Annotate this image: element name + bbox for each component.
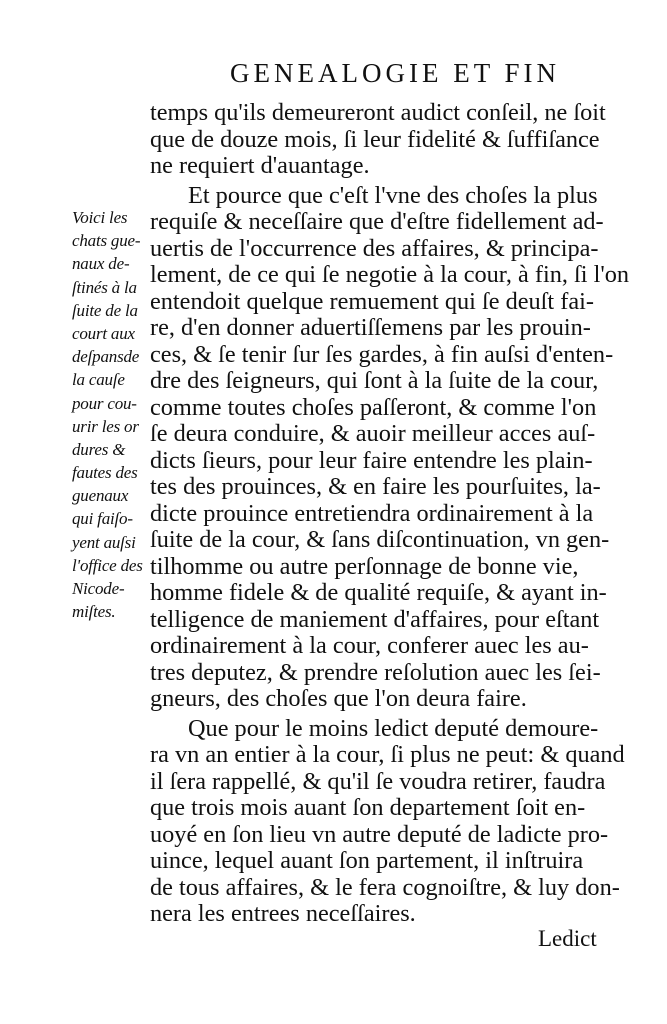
body-text	[150, 100, 667, 928]
text-line: tes des prouinces, & en faire les pourſuites, la-	[150, 473, 601, 500]
text-line: temps qu'ils demeureront audict conſeil, ne ſoit	[150, 99, 606, 126]
text-line: uince, lequel auant ſon partement, il inſtruira	[150, 847, 584, 874]
margin-note-line: chats gue-	[72, 231, 141, 251]
text-line: requiſe & neceſſaire que d'eſtre fidellement ad-	[150, 208, 604, 235]
margin-note-line: yent auſsi	[72, 532, 136, 552]
margin-note-line: dures &	[72, 439, 126, 459]
margin-note-line: l'office des	[72, 555, 143, 575]
margin-note-line: court aux	[72, 323, 135, 343]
text-line: entendoit quelque remuement qui ſe deuſt fai-	[150, 287, 594, 315]
margin-note-line: urir les or	[72, 416, 139, 436]
text-line: ne requiert d'auantage.	[150, 152, 370, 179]
text-line: uertis de l'occurrence des affaires, & principa-	[150, 234, 599, 262]
text-line: ces, & ſe tenir ſur ſes gardes, à fin auſsi d'enten-	[150, 340, 614, 368]
margin-note-line: deſpansde	[72, 347, 140, 367]
margin-note-line: miſtes.	[72, 602, 116, 622]
text-line: ſe deura conduire, & auoir meilleur acces auſ-	[150, 420, 596, 447]
text-line: il ſera rappellé, & qu'il ſe voudra retirer, faudra	[150, 767, 606, 795]
running-head: GENEALOGIE ET FIN	[230, 58, 560, 88]
margin-note-line: pour cou-	[72, 393, 137, 413]
paragraph-first-line: Que pour le moins ledict deputé demoure-	[188, 714, 599, 742]
text-line: lement, de ce qui ſe negotie à la cour, à fin, ſi l'on	[150, 261, 630, 288]
text-line: telligence de maniement d'affaires, pour eſtant	[150, 605, 600, 633]
margin-note-line: qui faiſo-	[72, 509, 133, 529]
text-line: tres deputez, & prendre reſolution auec les ſei-	[150, 658, 601, 686]
text-line: dicts ſieurs, pour leur faire entendre les plain-	[150, 446, 593, 474]
text-line: que de douze mois, ſi leur fidelité & ſuffiſance	[150, 125, 600, 153]
margin-note-line: Nicode-	[72, 579, 125, 598]
text-line: re, d'en donner aduertiſſemens par les prouin-	[150, 314, 591, 341]
text-line: dre des ſeigneurs, qui ſont à la ſuite de la cour,	[150, 367, 599, 394]
text-line: ra vn an entier à la cour, ſi plus ne peut: & quand	[150, 741, 625, 768]
margin-note-line: ſuite de la	[72, 300, 138, 320]
text-line: de tous affaires, & le fera cognoiſtre, & luy don-	[150, 873, 620, 901]
text-line: tilhomme ou autre perſonnage de bonne vie,	[150, 552, 579, 580]
text-line: gneurs, des choſes que l'on deura faire.	[150, 685, 527, 712]
margin-note-line: guenaux	[72, 486, 129, 506]
margin-note-line: la cauſe	[72, 370, 125, 390]
text-line: ſuite de la cour, & ſans diſcontinuation, vn gen-	[150, 526, 610, 553]
text-line: ordinairement à la cour, conferer auec les au-	[150, 632, 589, 659]
paragraph-first-line: Et pource que c'eſt l'vne des choſes la plus	[188, 181, 598, 209]
text-line: uoyé en ſon lieu vn autre deputé de ladicte pro-	[150, 820, 609, 848]
text-line: que trois mois auant ſon departement ſoit en-	[150, 794, 586, 821]
catchword: Ledict	[538, 926, 597, 951]
margin-note-line: naux de-	[72, 254, 130, 274]
margin-note-line: ſtinés à la	[72, 277, 137, 297]
margin-note	[72, 206, 152, 623]
text-line: nera les entrees neceſſaires.	[150, 900, 416, 927]
text-line: comme toutes choſes paſſeront, & comme l'on	[150, 393, 597, 421]
margin-note-line: fautes des	[72, 463, 138, 483]
text-line: homme fidele & de qualité requiſe, & ayant in-	[150, 579, 607, 606]
margin-note-line: Voici les	[72, 208, 128, 227]
text-line: dicte prouince entretiendra ordinairement à la	[150, 499, 594, 527]
